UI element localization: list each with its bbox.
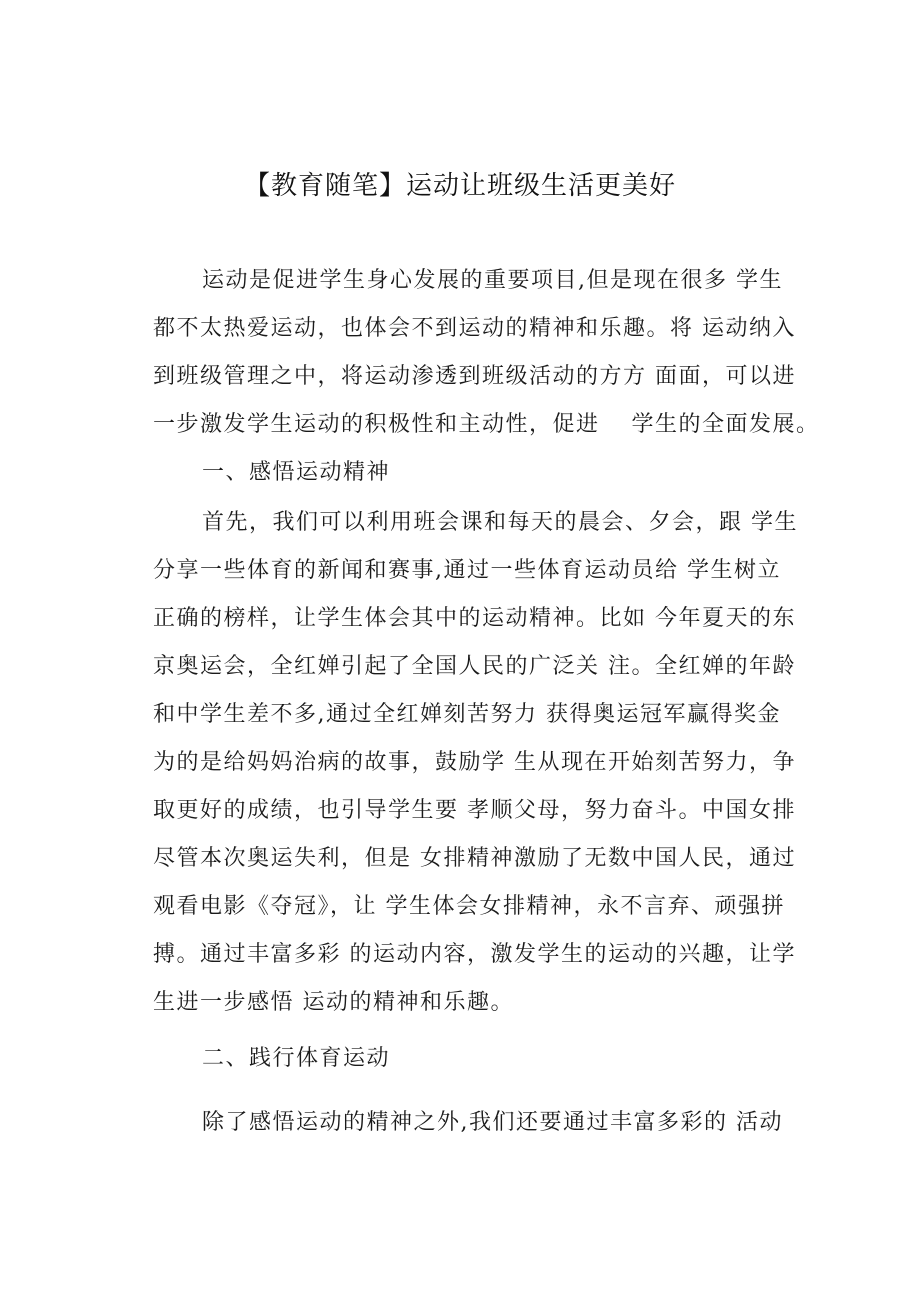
paragraph-line: 搏。通过丰富多彩 的运动内容，激发学生的运动的兴趣，让学 [153,942,796,967]
paragraph-line: 和中学生差不多,通过全红婵刻苦努力 获得奥运冠军赢得奖金 [153,702,781,727]
paragraph-line: 取更好的成绩，也引导学生要 孝顺父母，努力奋斗。中国女排 [153,798,796,823]
section-heading-1: 一、感悟运动精神 [202,460,391,485]
paragraph-line: 观看电影《夺冠》，让 学生体会女排精神，永不言弃、顽强拼 [153,894,785,919]
paragraph-line: 都不太热爱运动，也体会不到运动的精神和乐趣。将 运动纳入 [153,316,796,341]
paragraph-line: 到班级管理之中，将运动渗透到班级活动的方方 面面，可以进 [153,364,796,389]
paragraph-line: 运动是促进学生身心发展的重要项目,但是现在很多 学生 [202,268,783,293]
paragraph-line: 分享一些体育的新闻和赛事,通过一些体育运动员给 学生树立 [153,558,781,583]
paragraph-line: 一步激发学生运动的积极性和主动性，促进 学生的全面发展。 [153,412,820,437]
paragraph-line: 首先，我们可以利用班会课和每天的晨会、夕会，跟 学生 [202,510,798,535]
paragraph-line: 为的是给妈妈治病的故事，鼓励学 生从现在开始刻苦努力，争 [153,750,796,775]
paragraph-line: 尽管本次奥运失利，但是 女排精神激励了无数中国人民，通过 [153,846,796,871]
paragraph-line: 除了感悟运动的精神之外,我们还要通过丰富多彩的 活动 [202,1110,783,1135]
paragraph-line: 正确的榜样，让学生体会其中的运动精神。比如 今年夏天的东 [153,606,796,631]
document-title: 【教育随笔】运动让班级生活更美好 [243,171,676,201]
section-heading-2: 二、践行体育运动 [202,1046,391,1071]
paragraph-line: 京奥运会，全红婵引起了全国人民的广泛关 注。全红婵的年龄 [153,654,796,679]
paragraph-line: 生进一步感悟 运动的精神和乐趣。 [153,990,514,1015]
